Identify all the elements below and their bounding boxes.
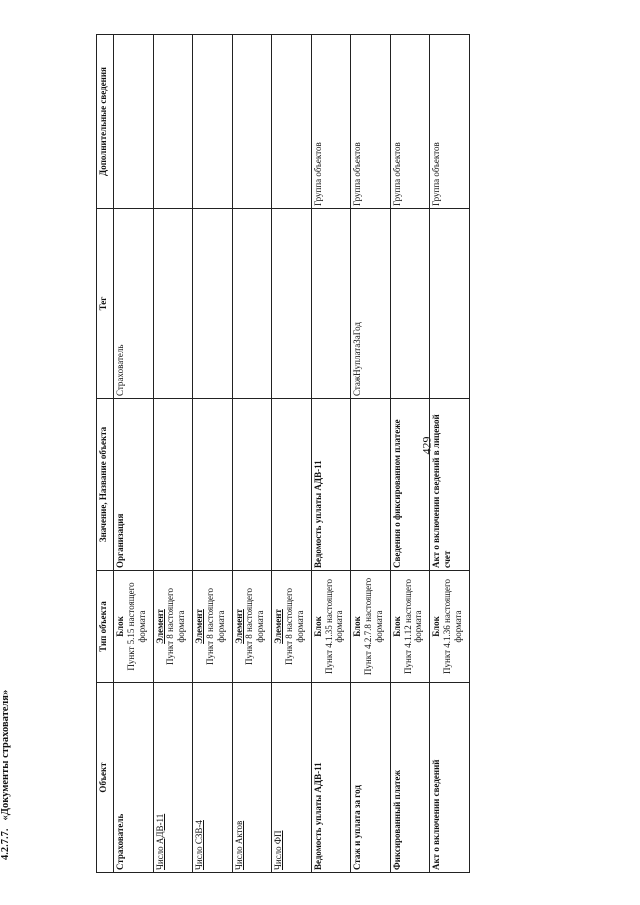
cell-extra: Группа объектов [430, 35, 470, 209]
section-number: 4.2.7.7. [0, 828, 11, 860]
cell-object [232, 683, 272, 873]
header-tag: Тег [97, 209, 114, 399]
cell-value [351, 399, 391, 571]
cell-type: Элемент Пункт 8 настоящего формата [272, 571, 312, 683]
cell-tag [272, 209, 312, 399]
objects-table [96, 34, 470, 873]
header-object: Объект [97, 683, 114, 873]
cell-value: Акт о включении сведений в лицевой счет [430, 399, 470, 571]
header-type: Тип объекта [97, 571, 114, 683]
cell-tag: СтажНуплатаЗаГод [351, 209, 391, 399]
cell-tag [311, 209, 351, 399]
cell-object [193, 683, 233, 873]
cell-tag [430, 209, 470, 399]
cell-extra [193, 35, 233, 209]
table-row [430, 35, 470, 873]
cell-value [272, 399, 312, 571]
cell-tag: Страхователь [114, 209, 154, 399]
cell-value: Сведения о фиксированном платеже [390, 399, 430, 571]
cell-value [153, 399, 193, 571]
cell-tag [193, 209, 233, 399]
section-title: «Документы страхователя» [0, 689, 11, 821]
cell-value: Организация [114, 399, 154, 571]
table-row [153, 35, 193, 873]
object-link[interactable]: Число Актов [233, 820, 244, 870]
table-row [390, 35, 430, 873]
objects-table-container [96, 35, 470, 873]
cell-object: Фиксированный платеж [390, 683, 430, 873]
cell-type: Элемент Пункт 8 настоящего формата [193, 571, 233, 683]
cell-object [272, 683, 312, 873]
object-link[interactable]: Число ФП [273, 830, 284, 870]
table-row [193, 35, 233, 873]
cell-object [153, 683, 193, 873]
table-row [351, 35, 391, 873]
cell-type: Элемент Пункт 8 настоящего формата [232, 571, 272, 683]
cell-type: Блок Пункт 4.2.7.8 настоящего формата [351, 571, 391, 683]
table-row [114, 35, 154, 873]
header-value: Значение, Название объекта [97, 399, 114, 571]
cell-tag [390, 209, 430, 399]
cell-extra [114, 35, 154, 209]
cell-type: Блок Пункт 4.1.12 настоящего формата [390, 571, 430, 683]
cell-tag [232, 209, 272, 399]
table-row [311, 35, 351, 873]
cell-type: Блок Пункт 4.1.36 настоящего формата [430, 571, 470, 683]
cell-type: Блок Пункт 5.15 настоящего формата [114, 571, 154, 683]
cell-value [193, 399, 233, 571]
cell-value [232, 399, 272, 571]
page-number: 429 [419, 436, 434, 455]
cell-type: Элемент Пункт 8 настоящего формата [153, 571, 193, 683]
cell-extra [153, 35, 193, 209]
cell-type: Блок Пункт 4.1.35 настоящего формата [311, 571, 351, 683]
cell-object: Страхователь [114, 683, 154, 873]
table-row [272, 35, 312, 873]
cell-value: Ведомость уплаты АДВ-11 [311, 399, 351, 571]
table-row [232, 35, 272, 873]
cell-extra [272, 35, 312, 209]
cell-tag [153, 209, 193, 399]
cell-object: Стаж и уплата за год [351, 683, 391, 873]
cell-extra [232, 35, 272, 209]
cell-object: Ведомость уплаты АДВ-11 [311, 683, 351, 873]
cell-extra: Группа объектов [390, 35, 430, 209]
header-extra: Дополнительные сведения [97, 35, 114, 209]
cell-extra: Группа объектов [351, 35, 391, 209]
cell-object: Акт о включении сведений [430, 683, 470, 873]
object-link[interactable]: Число АДВ-11 [154, 813, 165, 870]
object-link[interactable]: Число СЗВ-4 [194, 820, 205, 870]
table-header-row [97, 35, 114, 873]
cell-extra: Группа объектов [311, 35, 351, 209]
section-heading [0, 620, 16, 860]
